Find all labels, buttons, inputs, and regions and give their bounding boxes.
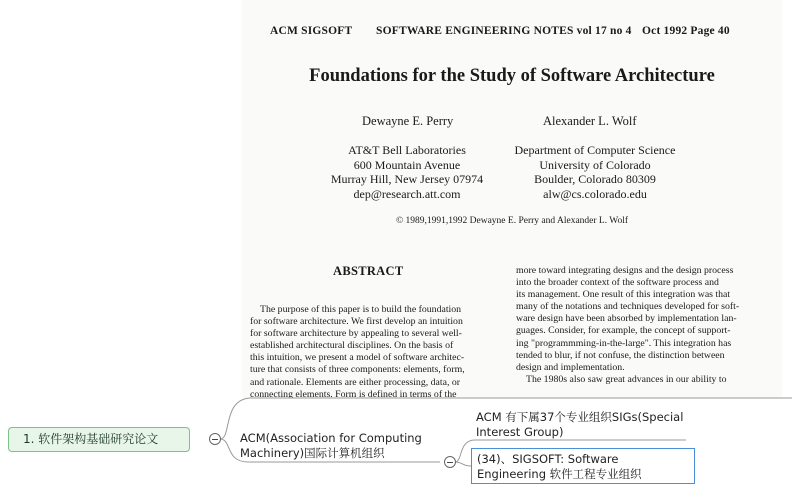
paper-title: Foundations for the Study of Software Architecture	[309, 66, 715, 86]
copyright-notice: © 1989,1991,1992 Dewayne E. Perry and Alexander L. Wolf	[395, 216, 629, 226]
text-line: many of the notations and techniques developed for soft-	[516, 301, 740, 313]
text-line: more toward integrating designs and the design process	[516, 265, 734, 276]
journal-name: ACM SIGSOFT	[270, 25, 353, 37]
collapse-root-icon[interactable]	[209, 433, 221, 445]
text-line: design and implementation.	[516, 361, 625, 373]
text-line: ing "programmming-in-the-large". This integration has	[516, 337, 732, 349]
text-line: connecting elements. Form is defined in terms of the	[250, 388, 457, 398]
root-topic-node[interactable]: 1. 软件架构基础研究论文	[8, 427, 190, 452]
affiliation-line: Boulder, Colorado 80309	[534, 172, 656, 186]
text-line: guages. Consider, for example, the concept of support-	[516, 325, 731, 337]
text-line: ware design have been absorbed by implementation lan-	[516, 313, 737, 325]
sigsoft-topic-node-selected[interactable]: (34)、SIGSOFT: Software Engineering 软件工程专业组织	[471, 448, 695, 484]
affiliation-line: University of Colorado	[539, 157, 651, 172]
acm-topic-node[interactable]: ACM(Association for Computing Machinery)国际计算机组织	[240, 431, 422, 460]
text-line: this intuition, we present a model of software architec-	[250, 352, 465, 364]
author-name-1: Dewayne E. Perry	[362, 114, 454, 128]
affiliation-email: alw@cs.colorado.edu	[543, 186, 647, 201]
abstract-heading: ABSTRACT	[333, 264, 404, 278]
text-line: ture that consists of three components: elements, form,	[250, 364, 465, 376]
text-line: The 1980s also saw great advances in our ability to	[526, 373, 727, 385]
collapse-acm-icon[interactable]	[444, 456, 456, 468]
affiliation-line: Department of Computer Science	[514, 143, 676, 157]
journal-volume: SOFTWARE ENGINEERING NOTES vol 17 no 4	[376, 25, 632, 37]
text-line: and rationale. Elements are either processing, data, or	[250, 376, 461, 388]
journal-date: Oct 1992 Page 40	[642, 25, 730, 37]
affiliation-line: Murray Hill, New Jersey 07974	[330, 172, 484, 186]
text-line: established architectural disciplines. On the basis of	[250, 340, 454, 352]
text-line: tended to blur, if not confuse, the distinction between	[516, 349, 725, 361]
text-line: for software architecture by appealing to several well-	[250, 328, 462, 340]
text-line: into the broader context of the software process and	[516, 277, 719, 289]
author-name-2: Alexander L. Wolf	[543, 114, 637, 128]
connector-to-sigsoft	[455, 462, 471, 466]
affiliation-line: AT&T Bell Laboratories	[348, 143, 466, 157]
text-line: its management. One result of this integration was that	[516, 289, 731, 301]
affiliation-email: dep@research.att.com	[353, 186, 461, 201]
sig37-topic-node[interactable]: ACM 有下属37个专业组织SIGs(Special Interest Group)	[476, 410, 684, 439]
text-line: for software architecture. We first develop an intuition	[250, 316, 463, 328]
text-line: The purpose of this paper is to build the foundation	[260, 304, 462, 315]
affiliation-line: 600 Mountain Avenue	[353, 157, 461, 172]
